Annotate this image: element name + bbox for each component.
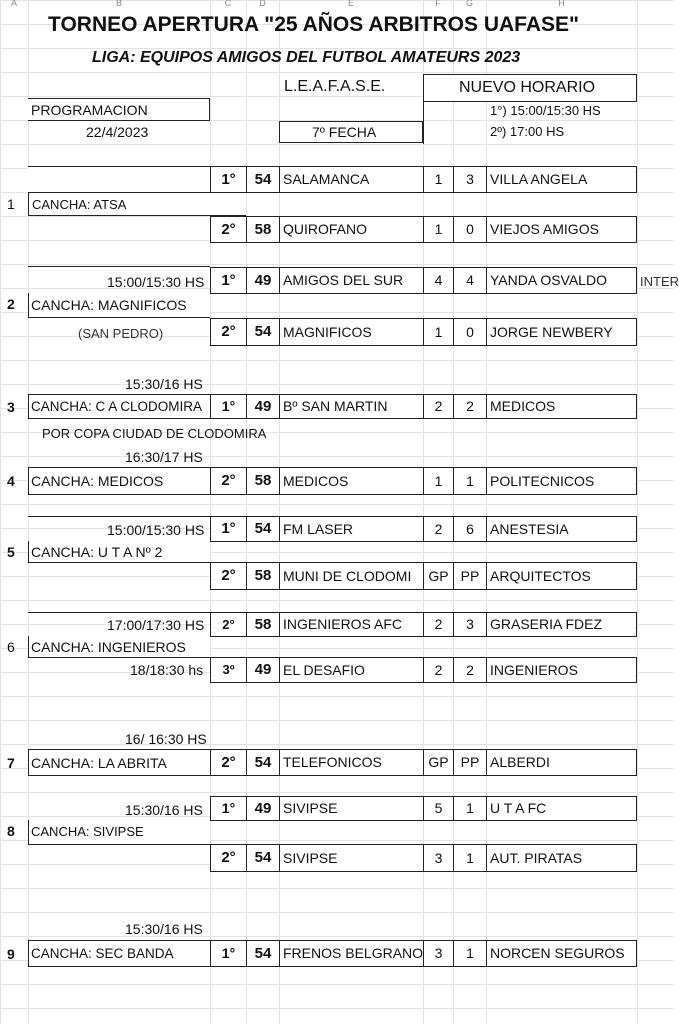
- match-category: 54: [246, 166, 280, 193]
- overflow-text: INTER: [640, 274, 679, 289]
- away-score: 1: [453, 467, 487, 495]
- home-team: EL DESAFIO: [279, 657, 424, 683]
- match-division: 1°: [210, 940, 247, 967]
- match-time: 15:30/16 HS: [125, 802, 203, 818]
- block-top-line: [28, 166, 210, 193]
- block-top-line: [28, 516, 210, 518]
- match-time-second: 18/18:30 hs: [130, 662, 204, 678]
- match-category: 58: [246, 612, 280, 637]
- match-category: 54: [246, 749, 280, 776]
- column-header-h[interactable]: H: [558, 0, 565, 8]
- cancha-label: CANCHA: C A CLODOMIRA: [31, 399, 203, 414]
- match-category: 49: [246, 267, 280, 294]
- match-time: 16/ 16:30 HS: [125, 731, 207, 747]
- away-score: 6: [453, 516, 487, 542]
- schedule-divider: [423, 74, 424, 144]
- away-score: PP: [453, 749, 487, 776]
- programacion-label: PROGRAMACION: [31, 102, 148, 118]
- match-category: 54: [246, 844, 280, 872]
- block-number: 4: [7, 473, 15, 489]
- match-time: 15:30/16 HS: [125, 376, 203, 392]
- cancha-label: CANCHA: U T A Nº 2: [31, 544, 163, 560]
- home-team: AMIGOS DEL SUR: [279, 267, 424, 294]
- schedule-first: 1°) 15:00/15:30 HS: [490, 103, 601, 118]
- cup-note: POR COPA CIUDAD DE CLODOMIRA: [42, 426, 267, 441]
- home-score: 2: [423, 657, 454, 683]
- block-number: 9: [7, 946, 15, 962]
- block-top-line: [28, 266, 210, 268]
- match-category: 54: [246, 318, 280, 346]
- away-team: AUT. PIRATAS: [486, 844, 637, 872]
- cancha-label: CANCHA: SIVIPSE: [31, 824, 144, 839]
- away-score: 0: [453, 216, 487, 243]
- block-number: 7: [7, 755, 15, 771]
- away-team: POLITECNICOS: [486, 467, 637, 495]
- league-subtitle: LIGA: EQUIPOS AMIGOS DEL FUTBOL AMATEURS 2023: [92, 49, 521, 66]
- block-number: 8: [7, 823, 15, 839]
- home-score: GP: [423, 749, 454, 776]
- away-score: 0: [453, 318, 487, 346]
- away-team: VIEJOS AMIGOS: [486, 216, 637, 243]
- match-division: 1°: [210, 394, 247, 419]
- cancha-label: CANCHA: LA ABRITA: [31, 755, 167, 771]
- home-team: SIVIPSE: [279, 844, 424, 872]
- home-team: INGENIEROS AFC: [279, 612, 424, 637]
- cancha-note: (SAN PEDRO): [78, 326, 164, 341]
- match-division: 1°: [210, 166, 247, 193]
- match-time: 15:00/15:30 HS: [107, 522, 205, 538]
- schedule-second: 2º) 17:00 HS: [490, 124, 565, 139]
- home-score: GP: [423, 562, 454, 590]
- home-score: 1: [423, 318, 454, 346]
- home-team: TELEFONICOS: [279, 749, 424, 776]
- home-team: FRENOS BELGRANO: [279, 940, 424, 967]
- league-acronym: L.E.A.F.A.S.E.: [284, 78, 386, 95]
- home-team: MEDICOS: [279, 467, 424, 495]
- away-score: 3: [453, 166, 487, 193]
- column-header-b[interactable]: B: [115, 0, 122, 8]
- home-team: QUIROFANO: [279, 216, 424, 243]
- match-category: 58: [246, 216, 280, 243]
- block-number: 5: [7, 544, 15, 560]
- cancha-label: CANCHA: ATSA: [32, 197, 127, 212]
- block-number: 1: [7, 196, 15, 212]
- home-team: MUNI DE CLODOMI: [279, 562, 424, 590]
- column-header-c[interactable]: C: [224, 0, 232, 8]
- away-team: YANDA OSVALDO: [486, 267, 637, 294]
- away-score: 1: [453, 844, 487, 872]
- away-score: 4: [453, 267, 487, 294]
- home-score: 1: [423, 166, 454, 193]
- match-division: 2°: [210, 562, 247, 590]
- home-score: 2: [423, 394, 454, 419]
- away-team: U T A FC: [486, 796, 637, 821]
- away-team: INGENIEROS: [486, 657, 637, 683]
- match-category: 58: [246, 562, 280, 590]
- home-score: 3: [423, 844, 454, 872]
- match-division: 1°: [210, 267, 247, 294]
- home-team: SALAMANCA: [279, 166, 424, 193]
- block-number: 6: [7, 639, 15, 655]
- match-time: 15:30/16 HS: [125, 921, 203, 937]
- home-score: 1: [423, 467, 454, 495]
- away-team: MEDICOS: [486, 394, 637, 419]
- match-division: 2°: [210, 844, 247, 872]
- match-division: 2°: [210, 749, 247, 776]
- block-number: 3: [7, 399, 15, 415]
- match-time: 16:30/17 HS: [125, 449, 203, 465]
- match-category: 54: [246, 940, 280, 967]
- cancha-label: CANCHA: SEC BANDA: [31, 946, 174, 961]
- column-header-f[interactable]: F: [435, 0, 441, 8]
- match-category: 49: [246, 796, 280, 821]
- column-header-e[interactable]: E: [347, 0, 354, 8]
- home-team: SIVIPSE: [279, 796, 424, 821]
- schedule-title: NUEVO HORARIO: [459, 79, 596, 96]
- away-team: ANESTESIA: [486, 516, 637, 542]
- away-team: JORGE NEWBERY: [486, 318, 637, 346]
- match-time: 17:00/17:30 HS: [107, 617, 205, 633]
- home-score: 2: [423, 612, 454, 637]
- away-team: VILLA ANGELA: [486, 166, 637, 193]
- home-score: 3: [423, 940, 454, 967]
- tournament-title: TORNEO APERTURA "25 AÑOS ARBITROS UAFASE": [48, 13, 579, 36]
- home-team: Bº SAN MARTIN: [279, 394, 424, 419]
- block-top-line: [28, 612, 210, 614]
- match-time: 15:00/15:30 HS: [107, 274, 205, 290]
- away-team: ALBERDI: [486, 749, 637, 776]
- block-number: 2: [7, 296, 15, 312]
- home-score: 2: [423, 516, 454, 542]
- away-score: 2: [453, 394, 487, 419]
- cancha-label: CANCHA: MEDICOS: [31, 473, 164, 489]
- match-division: 2°: [210, 467, 247, 495]
- away-score: 3: [453, 612, 487, 637]
- program-date: 22/4/2023: [86, 124, 149, 140]
- match-division: 3º: [210, 657, 247, 683]
- away-score: 1: [453, 796, 487, 821]
- home-team: FM LASER: [279, 516, 424, 542]
- away-score: 1: [453, 940, 487, 967]
- match-division: 1°: [210, 796, 247, 821]
- column-header-d[interactable]: D: [259, 0, 266, 8]
- away-score: 2: [453, 657, 487, 683]
- cancha-label: CANCHA: MAGNIFICOS: [31, 297, 187, 313]
- away-score: PP: [453, 562, 487, 590]
- home-score: 1: [423, 216, 454, 243]
- home-team: MAGNIFICOS: [279, 318, 424, 346]
- match-category: 54: [246, 516, 280, 542]
- match-division: 2°: [210, 318, 247, 346]
- away-team: NORCEN SEGUROS: [486, 940, 637, 967]
- away-team: GRASERIA FDEZ: [486, 612, 637, 637]
- column-header-g[interactable]: G: [465, 0, 473, 8]
- match-division: 2°: [210, 216, 247, 243]
- fecha-label: 7º FECHA: [312, 124, 377, 140]
- away-team: ARQUITECTOS: [486, 562, 637, 590]
- home-score: 5: [423, 796, 454, 821]
- match-category: 49: [246, 657, 280, 683]
- match-category: 58: [246, 467, 280, 495]
- match-category: 49: [246, 394, 280, 419]
- column-header-a[interactable]: A: [10, 0, 17, 8]
- home-score: 4: [423, 267, 454, 294]
- match-division: 1°: [210, 516, 247, 542]
- match-division: 2°: [210, 612, 247, 637]
- cancha-label: CANCHA: INGENIEROS: [31, 639, 186, 655]
